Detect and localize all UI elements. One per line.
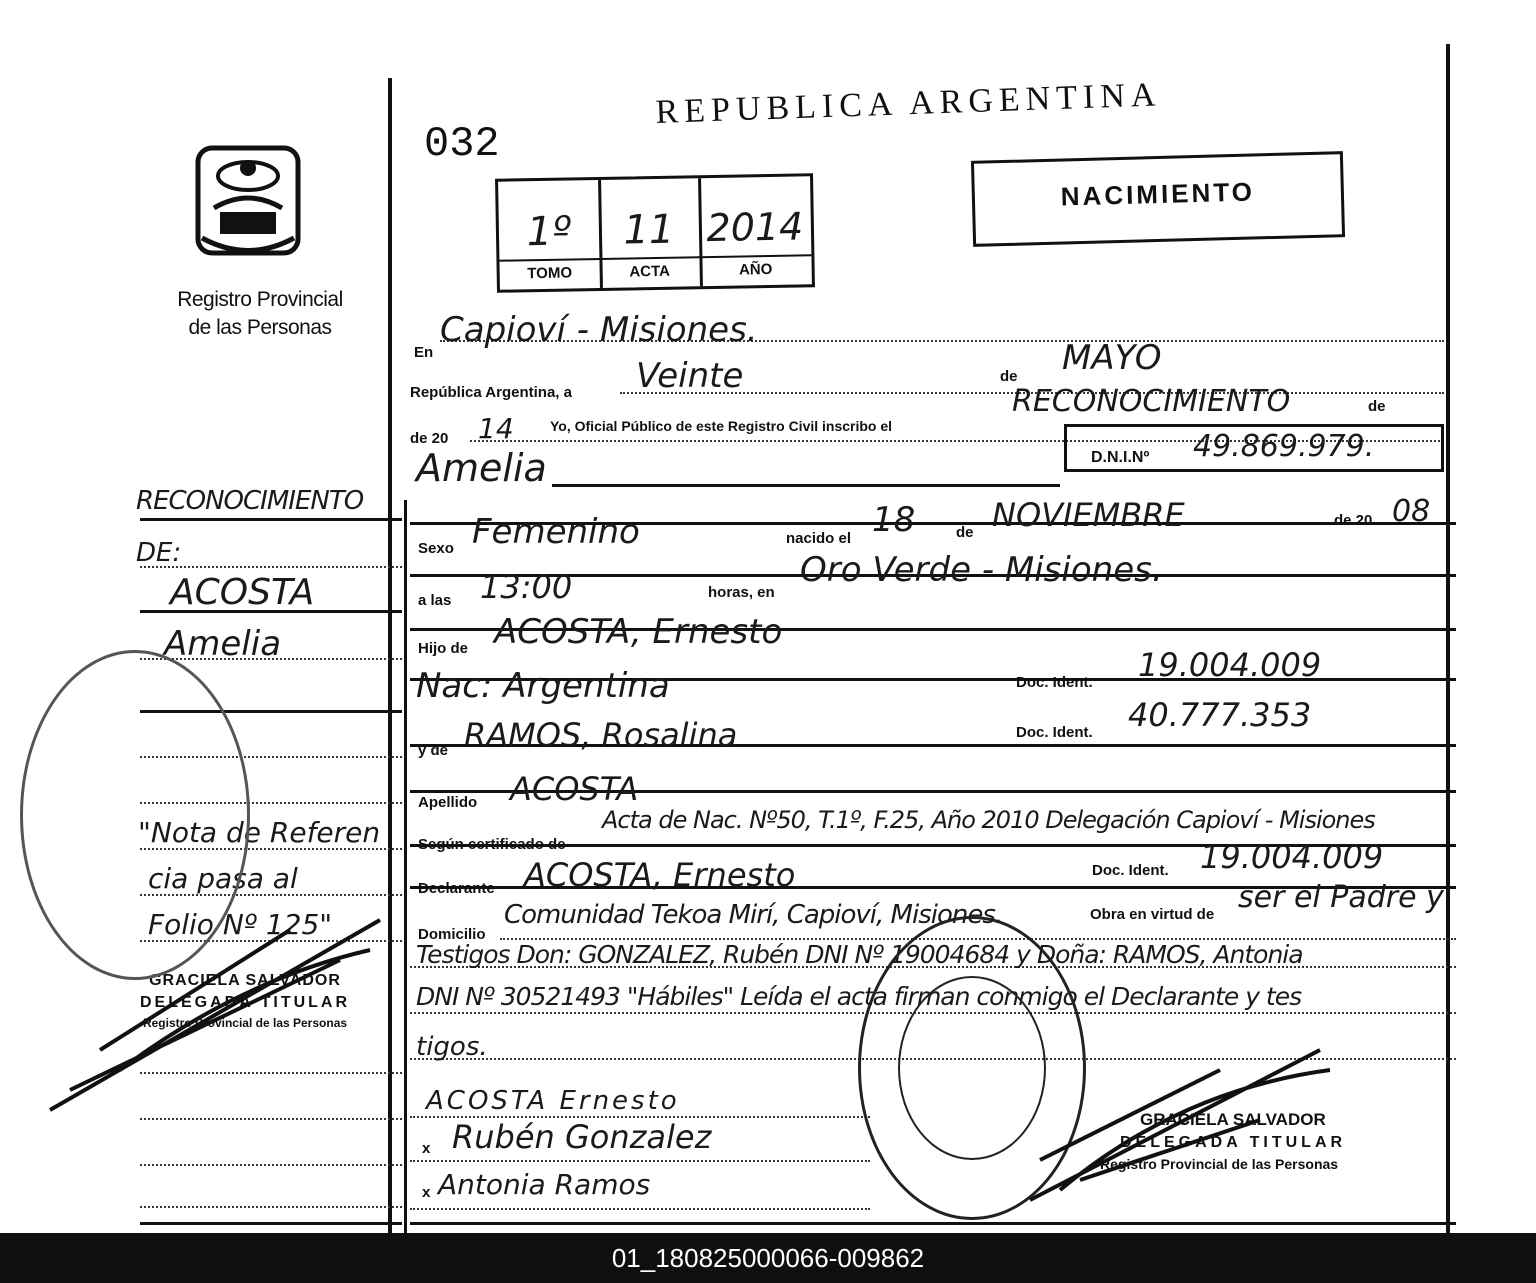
place-value: Oro Verde - Misiones. xyxy=(800,550,1163,590)
father-value: ACOSTA, Ernesto xyxy=(494,612,783,652)
record-number: 032 xyxy=(424,120,500,168)
horas-label: horas, en xyxy=(708,584,775,601)
domicilio-value: Comunidad Tekoa Mirí, Capioví, Misiones. xyxy=(504,900,1003,930)
name-value: Amelia xyxy=(416,446,547,490)
year-prefix-label: de 20 xyxy=(410,430,449,447)
obra-value: ser el Padre y xyxy=(1238,880,1444,915)
signature-declarante: ACOSTA Ernesto xyxy=(426,1086,680,1116)
margin-note-3: Folio Nº 125" xyxy=(148,908,333,941)
document-id: 01_180825000066-009862 xyxy=(611,1243,925,1273)
registry-name xyxy=(140,286,380,342)
document-id-bar xyxy=(0,1233,1536,1283)
stamp-title: DELEGADA TITULAR xyxy=(1120,1134,1347,1151)
margin-title: RECONOCIMIENTO xyxy=(136,486,364,516)
birth-day-value: 18 xyxy=(872,500,916,540)
doc-value-1: 19.004.009 xyxy=(1138,646,1322,684)
registry-name-line-2: de las Personas xyxy=(188,316,332,339)
margin-line xyxy=(404,500,407,1233)
domicilio-label: Domicilio xyxy=(418,926,486,943)
coat-of-arms-icon xyxy=(192,138,304,263)
country-title: REPUBLICA ARGENTINA xyxy=(655,76,1162,131)
sexo-value: Femenino xyxy=(472,512,640,552)
apellido-value: ACOSTA xyxy=(510,770,639,808)
nacionalidad-value: Nac: Argentina xyxy=(416,666,670,706)
anio-value: 2014 xyxy=(706,204,804,251)
right-signature-scribble-icon xyxy=(1020,1030,1350,1210)
republica-label: República Argentina, a xyxy=(410,384,572,401)
stamp-org: Registro Provincial de las Personas xyxy=(1100,1156,1339,1172)
testigos-line: Testigos Don: GONZALEZ, Rubén DNI Nº 19004684 y Doña: RAMOS, Antonia xyxy=(416,940,1303,969)
margin-surname: ACOSTA xyxy=(170,572,315,613)
month-value: MAYO xyxy=(1062,338,1162,378)
inscribo-label: Yo, Oficial Público de este Registro Civil inscribo el xyxy=(550,418,893,434)
hora-value: 13:00 xyxy=(480,568,573,606)
declarante-label: Declarante xyxy=(418,880,495,897)
inscribo-value: RECONOCIMIENTO xyxy=(1012,384,1291,419)
declarante-value: ACOSTA, Ernesto xyxy=(524,856,796,894)
acta-value: 11 xyxy=(623,206,675,254)
left-stamp-org: Registro Provincial de las Personas xyxy=(142,1016,348,1030)
record-table xyxy=(495,173,815,293)
margin-given: Amelia xyxy=(164,624,282,664)
signature-2-prefix: x xyxy=(422,1140,431,1157)
anio-label: AÑO xyxy=(738,260,773,279)
left-stamp-title: DELEGADA TITULAR xyxy=(139,994,351,1011)
stamp-name: GRACIELA SALVADOR xyxy=(1140,1110,1326,1129)
signature-3-prefix: x xyxy=(422,1184,431,1201)
day-value: Veinte xyxy=(636,356,744,396)
alas-label: a las xyxy=(418,592,452,609)
doc-label-3: Doc. Ident. xyxy=(1092,862,1169,879)
margin-note-2: cia pasa al xyxy=(148,862,298,895)
doc-value-2: 40.777.353 xyxy=(1128,696,1312,734)
birth-month-value: NOVIEMBRE xyxy=(992,496,1185,534)
registry-name-line-1: Registro Provincial xyxy=(177,288,343,311)
hijo-label: Hijo de xyxy=(418,640,469,657)
birth-year-value: 08 xyxy=(1392,494,1431,529)
dni-value: 49.869.979. xyxy=(1193,429,1375,464)
de-label-3: de xyxy=(956,524,974,541)
sexo-label: Sexo xyxy=(418,540,454,557)
name-underline xyxy=(552,484,1060,487)
segun-label: Según certificado de xyxy=(418,836,566,853)
signature-testigo-1: Rubén Gonzalez xyxy=(452,1118,712,1156)
de20-label: de 20 xyxy=(1334,512,1373,529)
margin-de: DE: xyxy=(136,538,182,568)
tigos-line: tigos. xyxy=(416,1032,488,1062)
dni-box xyxy=(1064,424,1444,472)
year-value: 14 xyxy=(478,412,514,445)
tomo-value: 1º xyxy=(526,208,572,256)
margin-note-1: "Nota de Referen xyxy=(138,816,381,849)
apellido-label: Apellido xyxy=(418,794,478,811)
acta-label: ACTA xyxy=(629,262,671,281)
right-frame-line xyxy=(1446,44,1450,1233)
nacido-label: nacido el xyxy=(786,530,852,547)
signature-testigo-2: Antonia Ramos xyxy=(438,1168,651,1201)
record-type-box xyxy=(971,151,1345,247)
left-stamp-name: GRACIELA SALVADOR xyxy=(149,972,341,989)
record-type-label: NACIMIENTO xyxy=(1060,176,1256,212)
segun-value: Acta de Nac. Nº50, T.1º, F.25, Año 2010 Delegación Capioví - Misiones xyxy=(602,806,1375,834)
de-label-2: de xyxy=(1368,398,1386,415)
left-signature-scribble-icon xyxy=(40,900,400,1120)
doc-label-1: Doc. Ident. xyxy=(1016,674,1093,691)
yde-label: y de xyxy=(418,742,449,759)
dni-label: D.N.I.Nº xyxy=(1091,449,1150,466)
tomo-label: TOMO xyxy=(527,264,573,283)
doc-label-2: Doc. Ident. xyxy=(1016,724,1093,741)
en-value: Capioví - Misiones. xyxy=(440,310,758,350)
mother-value: RAMOS, Rosalina xyxy=(464,716,738,754)
dni-testigo-line: DNI Nº 30521493 "Hábiles" Leída el acta firman conmigo el Declarante y tes xyxy=(416,982,1302,1011)
doc-value-3: 19.004.009 xyxy=(1200,838,1384,876)
en-label: En xyxy=(414,344,434,361)
de-label-1: de xyxy=(1000,368,1018,385)
obra-label: Obra en virtud de xyxy=(1090,906,1215,923)
